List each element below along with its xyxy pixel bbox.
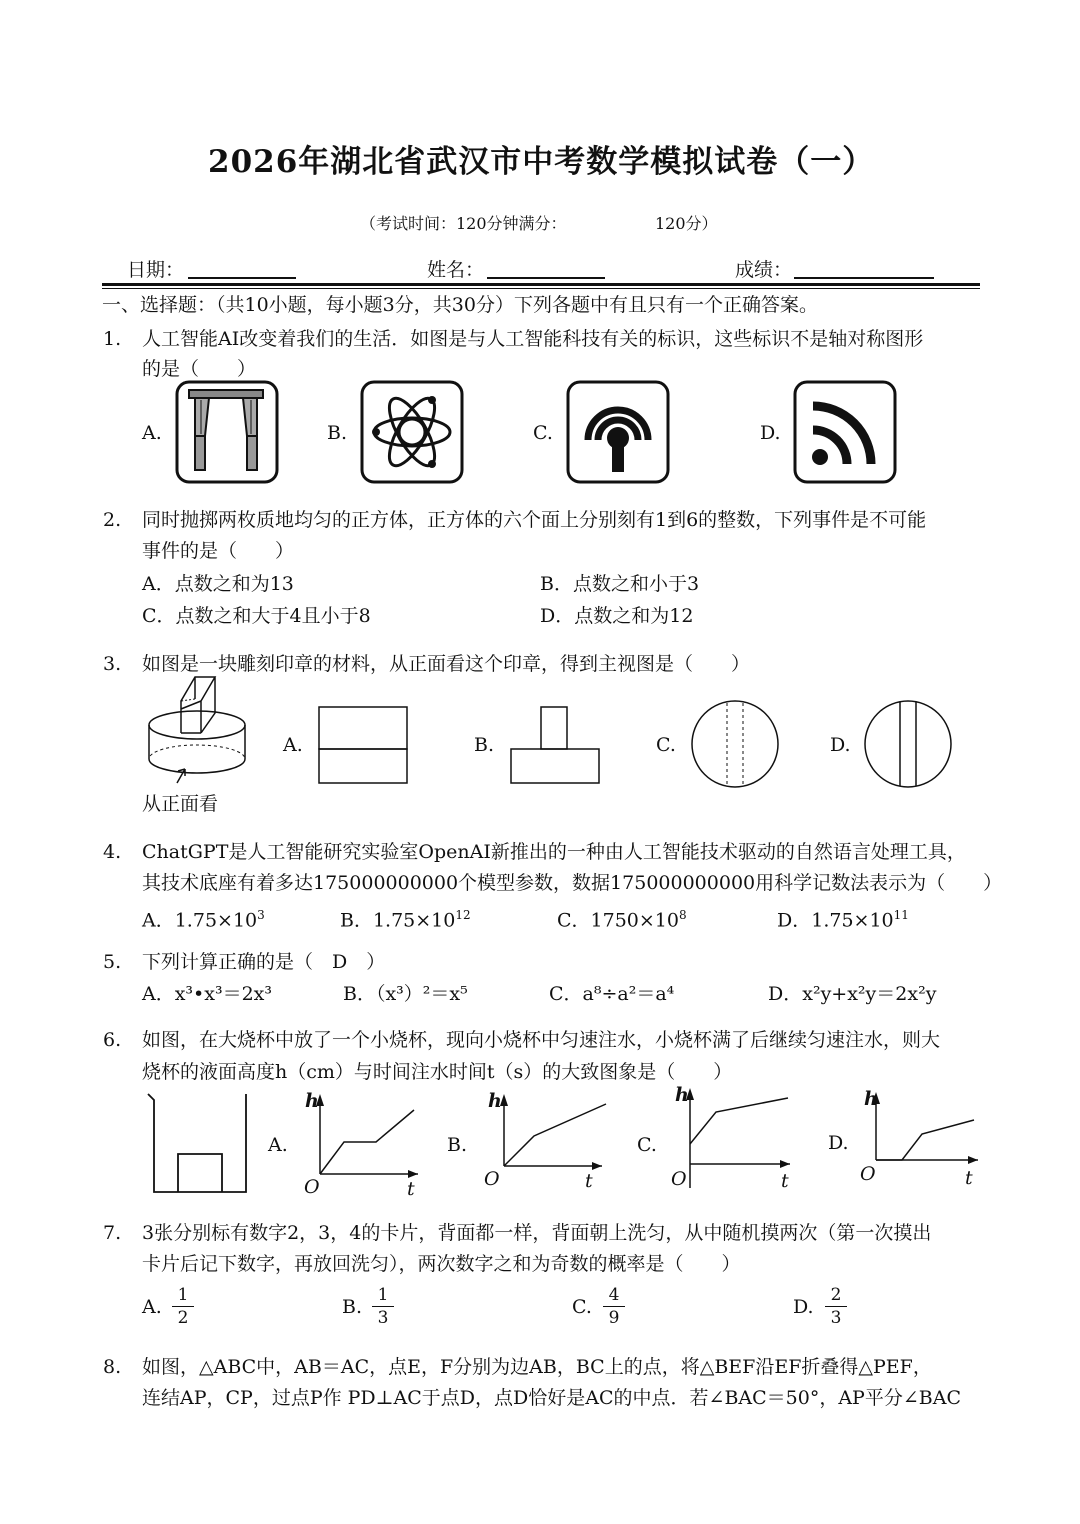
- q7-fraction-b: [372, 1284, 394, 1329]
- q6-d-axis-t: t: [965, 1167, 973, 1189]
- q1-label-b: B.: [327, 422, 348, 444]
- q1-number: 1.: [103, 328, 122, 350]
- q3-text-1: 如图是一块雕刻印章的材料，从正面看这个印章，得到主视图是（ ）: [142, 653, 751, 675]
- q6-text-2: 烧杯的液面高度h（cm）与时间注水时间t（s）的大致图象是（ ）: [142, 1061, 733, 1083]
- q2-option-d: D．点数之和为12: [540, 605, 694, 627]
- q4-number: 4.: [103, 841, 122, 863]
- q7-d-numerator: 2: [825, 1284, 847, 1307]
- curtain-icon: [175, 380, 279, 484]
- q2-option-b: B．点数之和小于3: [540, 573, 700, 595]
- q1-text-2: 的是（ ）: [142, 358, 257, 380]
- q6-a-axis-h: h: [305, 1090, 319, 1112]
- q4-text-1: ChatGPT是人工智能研究实验室OpenAI新推出的一种由人工智能技术驱动的自然语言处理工具，: [142, 841, 966, 863]
- q6-a-origin: O: [304, 1176, 320, 1198]
- q7-c-numerator: 4: [603, 1284, 625, 1307]
- q3-number: 3.: [103, 653, 122, 675]
- q4-text-2: 其技术底座有着多达175000000000个模型参数，数据175000000000用科学记数法表示为（ ）: [142, 872, 1003, 894]
- section-heading: 一、选择题：（共10小题，每小题3分，共30分）下列各题中有且只有一个正确答案。: [102, 294, 818, 316]
- q2-number: 2.: [103, 509, 122, 531]
- q5-option-d: D．x²y+x²y＝2x²y: [768, 983, 937, 1005]
- q7-fraction-d: [825, 1284, 847, 1329]
- q7-fraction-c: [603, 1284, 625, 1329]
- exam-score: 120分）: [655, 214, 718, 233]
- q6-b-axis-h: h: [488, 1090, 502, 1112]
- q3-caption: 从正面看: [142, 793, 219, 815]
- date-label: 日期：: [127, 259, 185, 281]
- name-label: 姓名：: [427, 259, 485, 281]
- name-blank[interactable]: [487, 277, 605, 279]
- q2-option-c: C．点数之和大于4且小于8: [142, 605, 371, 627]
- q7-text-1: 3张分别标有数字2，3，4的卡片，背面都一样，背面朝上洗匀，从中随机摸两次（第一次摸出: [142, 1222, 932, 1244]
- q7-b-numerator: 1: [372, 1284, 394, 1307]
- q7-c-denominator: 9: [608, 1308, 620, 1328]
- q6-b-origin: O: [484, 1168, 500, 1190]
- q6-text-1: 如图，在大烧杯中放了一个小烧杯，现向小烧杯中匀速注水，小烧杯满了后继续匀速注水，则大: [142, 1029, 941, 1051]
- q5-text-1: 下列计算正确的是（ D ）: [142, 951, 386, 973]
- q4-option-d: D．$1.75\times 10^{11}$: [777, 908, 909, 932]
- atom-icon: [360, 380, 464, 484]
- q3-label-b: B.: [474, 734, 495, 756]
- q7-number: 7.: [103, 1222, 122, 1244]
- q3-option-d-figure: [862, 698, 954, 790]
- q4-option-a: A．$1.75\times 10^3$: [142, 908, 265, 932]
- header-rule-thin: [102, 288, 980, 289]
- q2-text-2: 事件的是（ ）: [142, 540, 295, 562]
- q7-b-denominator: 3: [377, 1308, 389, 1328]
- q7-label-c: C.: [572, 1296, 592, 1318]
- beaker-figure: [146, 1092, 250, 1196]
- q3-label-a: A.: [283, 734, 303, 756]
- q6-d-axis-h: h: [864, 1088, 878, 1110]
- q4-option-b: B．$1.75\times 10^{12}$: [340, 908, 471, 932]
- q6-label-c: C.: [637, 1134, 657, 1156]
- q4-option-c: C．$1750\times 10^8$: [557, 908, 687, 932]
- score-blank[interactable]: [794, 277, 934, 279]
- q3-label-c: C.: [656, 734, 676, 756]
- q5-option-b: B．（x³）²＝x⁵: [343, 983, 468, 1005]
- rss-icon: [793, 380, 897, 484]
- q8-number: 8.: [103, 1356, 122, 1378]
- q7-label-a: A.: [142, 1296, 162, 1318]
- q3-label-d: D.: [830, 734, 851, 756]
- q6-number: 6.: [103, 1029, 122, 1051]
- q6-c-axis-t: t: [781, 1170, 789, 1192]
- q6-graph-c: [670, 1084, 798, 1192]
- header-rule: [102, 283, 980, 286]
- signal-icon: [566, 380, 670, 484]
- q7-label-d: D.: [793, 1296, 814, 1318]
- q6-d-origin: O: [860, 1163, 876, 1185]
- q7-a-numerator: 1: [172, 1284, 194, 1307]
- q7-a-denominator: 2: [177, 1308, 189, 1328]
- q6-b-axis-t: t: [585, 1170, 593, 1192]
- q3-option-b-figure: [508, 705, 602, 785]
- q5-option-a: A．x³•x³＝2x³: [142, 983, 273, 1005]
- q3-option-a-figure: [316, 705, 410, 785]
- q8-text-2: 连结AP，CP，过点P作 PD⊥AC于点D，点D恰好是AC的中点．若∠BAC＝50°，AP平分∠BAC: [142, 1387, 961, 1409]
- q6-label-b: B.: [447, 1134, 468, 1156]
- q7-text-2: 卡片后记下数字，再放回洗匀），两次数字之和为奇数的概率是（ ）: [142, 1253, 741, 1275]
- q7-fraction-a: [172, 1284, 194, 1329]
- q1-label-d: D.: [760, 422, 781, 444]
- q7-label-b: B.: [342, 1296, 363, 1318]
- q2-option-a: A．点数之和为13: [142, 573, 294, 595]
- exam-time: （考试时间：120分钟满分：: [360, 214, 567, 233]
- q7-d-denominator: 3: [830, 1308, 842, 1328]
- date-blank[interactable]: [188, 277, 296, 279]
- q1-text-1: 人工智能AI改变着我们的生活．如图是与人工智能科技有关的标识，这些标识不是轴对称图形: [142, 328, 924, 350]
- score-label: 成绩：: [735, 259, 793, 281]
- q2-text-1: 同时抛掷两枚质地均匀的正方体，正方体的六个面上分别刻有1到6的整数，下列事件是不可能: [142, 509, 927, 531]
- q1-label-c: C.: [533, 422, 553, 444]
- q3-option-c-figure: [689, 698, 781, 790]
- q6-label-a: A.: [268, 1134, 288, 1156]
- q1-label-a: A.: [142, 422, 162, 444]
- q6-c-origin: O: [671, 1168, 687, 1190]
- q6-label-d: D.: [828, 1132, 849, 1154]
- q8-text-1: 如图，△ABC中，AB＝AC，点E，F分别为边AB，BC上的点，将△BEF沿EF折叠得△PEF，: [142, 1356, 932, 1378]
- page-title: 2026年湖北省武汉市中考数学模拟试卷（一）: [208, 144, 875, 180]
- seal-3d-figure: [145, 673, 255, 785]
- q5-number: 5.: [103, 951, 122, 973]
- q6-c-axis-h: h: [675, 1084, 689, 1106]
- q6-a-axis-t: t: [407, 1178, 415, 1200]
- q5-option-c: C．a⁸÷a²＝a⁴: [549, 983, 675, 1005]
